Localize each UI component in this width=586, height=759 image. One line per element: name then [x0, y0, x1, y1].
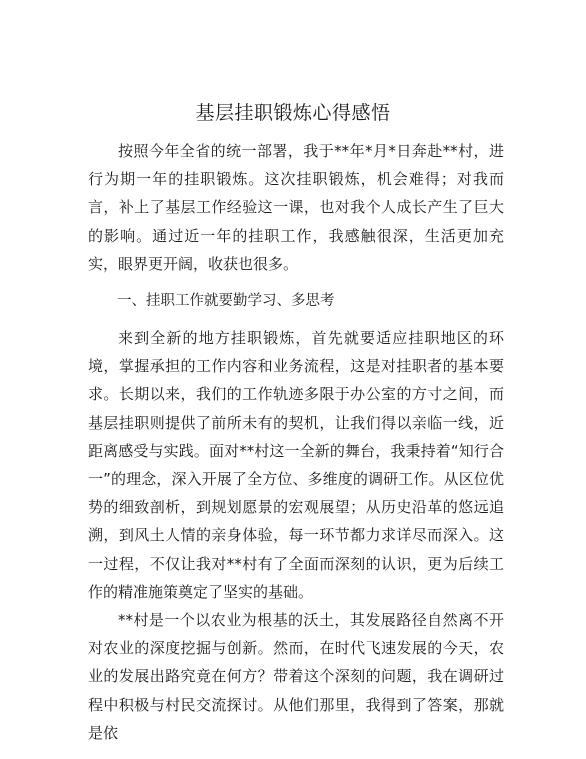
paragraph-study: 来到全新的地方挂职锻炼，首先就要适应挂职地区的环境，掌握承担的工作内容和业务流程，这是对挂职者的基本要求。长期以来，我们的工作轨迹多限于办公室的方寸之间，而基层挂职则提供了前所未有的契机，让我们得以亲临一线，近距离感受与实践。面对**村这一全新的舞台，我秉持着“知行合一”的理念，深入开展了全方位、多维度的调研工作。从区位优势的细致剖析，到规划愿景的宏观展望；从历史沿革的悠远追溯，到风土人情的亲身体验，每一环节都力求详尽而深入。这一过程，不仅让我对**村有了全面而深刻的认识，更为后续工作的精准施策奠定了坚实的基础。	[88, 329, 504, 601]
paragraph-agriculture: **村是一个以农业为根基的沃土，其发展路径自然离不开对农业的深度挖掘与创新。然而，在时代飞速发展的今天，农业的发展出路究竟在何方？带着这个深刻的问题，我在调研过程中积极与村民交流探讨。从他们那里，我得到了答案，那就是依	[88, 611, 504, 742]
document-title: 基层挂职锻炼心得感悟	[195, 102, 391, 124]
document-body	[88, 137, 504, 747]
paragraph-intro: 按照今年全省的统一部署，我于**年*月*日奔赴**村，进行为期一年的挂职锻炼。这次挂职锻炼，机会难得；对我而言，补上了基层工作经验这一课，也对我个人成长产生了巨大的影响。通过近一年的挂职工作，我感触很深，生活更加充实，眼界更开阔，收获也很多。	[88, 142, 504, 273]
section-heading-1: 一、挂职工作就要勤学习、多思考	[117, 293, 335, 310]
